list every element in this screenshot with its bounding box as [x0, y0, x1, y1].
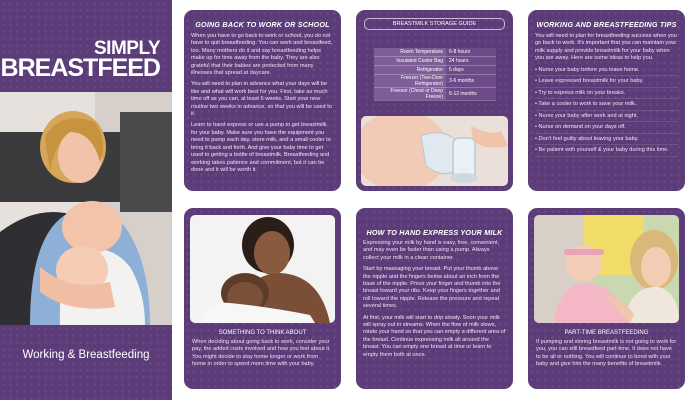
- hand-express-title: HOW TO HAND EXPRESS YOUR MILK: [366, 228, 503, 237]
- table-row: [374, 57, 496, 66]
- cover-photo-mother-nursing: [0, 92, 172, 325]
- tips-title: WORKING AND BREASTFEEDING TIPS: [536, 20, 677, 29]
- think-about-title: SOMETHING TO THINK ABOUT: [218, 330, 307, 336]
- list-item: • Take a cooler to work to save your milk.: [535, 99, 678, 111]
- list-item: • Be patient with yourself & your baby during this time.: [535, 145, 678, 157]
- part-time-title: PART-TIME BREASTFEEDING: [564, 330, 649, 336]
- breast-pump-photo: [361, 116, 508, 186]
- storage-location: Refrigerator: [374, 66, 446, 75]
- list-item: • Leave expressed breastmilk for your baby.: [535, 76, 678, 88]
- card-think-about: [184, 208, 341, 389]
- cover-footer: [0, 325, 172, 400]
- cover-subtitle: Working & Breastfeeding: [22, 349, 150, 361]
- brand-logo-breastfeed: BREASTFEED: [0, 54, 160, 82]
- storage-duration: 5 days: [446, 66, 496, 75]
- cover-panel: [0, 0, 172, 400]
- storage-duration: 24 hours: [446, 57, 496, 66]
- list-item: • Nurse on demand on your days off.: [535, 122, 678, 134]
- list-item: • Don't feel guilty about leaving your baby.: [535, 134, 678, 146]
- brand-logo-simply: SIMPLY: [94, 38, 160, 59]
- back-to-work-paragraph: When you have to go back to work or school, you do not have to quit breastfeeding. You can work and breastfeed, too. Many mothers do it and say breastfeeding helps make up for time away from the baby. They are also grateful that their babies are protected from many illnesses that spread at daycare.: [191, 33, 333, 77]
- card-part-time: [528, 208, 685, 389]
- storage-duration: 6-12 months: [446, 87, 496, 100]
- part-time-text: If pumping and storing breastmilk is not going to work for you, you can still breastfeed part-time. It does not have to be all or nothing. You will continue to bond with your baby and give him the many benefits of breastmilk.: [536, 339, 677, 368]
- list-item: • Nurse your baby after work and at night.: [535, 111, 678, 123]
- tips-intro: You will need to plan for breastfeeding success when you go back to work. It's important that you can maintain your milk supply and provide breastmilk for your baby when you are away. Here are some ideas to help you.: [535, 33, 677, 62]
- back-to-work-title: GOING BACK TO WORK OR SCHOOL: [195, 20, 330, 29]
- storage-location: Freezer (Chest or Deep Freeze): [374, 87, 446, 100]
- table-row: [374, 48, 496, 57]
- card-working-tips: [528, 10, 685, 191]
- hand-express-paragraph: Expressing your milk by hand is easy, free, convenient, and may even be faster than using a pump. Always collect your milk in a clean container.: [363, 240, 500, 261]
- cover-header: [0, 0, 172, 92]
- storage-table: [374, 48, 496, 101]
- mother-baby-smiling-photo: [534, 215, 679, 323]
- storage-location: Room Temperature: [374, 48, 446, 57]
- think-about-text: When deciding about going back to work, consider your pay, the added costs involved and how you feel about it. You might decide to stay home longer or work from home in order to spend more time with your baby.: [192, 339, 331, 368]
- card-back-to-work: [184, 10, 341, 191]
- part-time-box: [536, 330, 677, 373]
- table-row: [374, 87, 496, 100]
- back-to-work-paragraph: You will need to plan in advance what your days will be like and what will work best for you. First, take as much time off as you can, at least 6 weeks. Start your new routine two weeks in advance, so that you will be used to it.: [191, 81, 332, 118]
- storage-location: Freezer (Two-Door Refrigerator): [374, 74, 446, 87]
- back-to-work-paragraph: Learn to hand express or use a pump to get breastmilk for your baby. Make sure you have the equipment you need to pump each day, store milk, and a small cooler to bring it back and forth. And give your baby time to get used to getting a bottle of breastmilk. Breastfeeding and working takes patience and commitment, but it can be done and it will be worth it.: [191, 122, 331, 173]
- storage-duration: 3-6 months: [446, 74, 496, 87]
- card-storage-guide: [356, 10, 513, 191]
- table-row: [374, 74, 496, 87]
- hand-express-paragraph: At first, your milk will start to drip slowly. Soon your milk will spray out in streams. When the flow of milk slows, rotate your hand so that you can empty a different area of the breast. Continue expressing milk all around the breast. You can empty one breast at time or learn to empty them both at once.: [363, 314, 506, 358]
- hand-express-paragraph: Start by massaging your breast. Put your thumb above the nipple and the fingers below about an inch from the base of the nipple. Press your finger and thumb into the breast toward your ribs. Keep your fingers together and roll toward the nipple. Release the pressure and repeat several times.: [363, 266, 501, 310]
- card-hand-express: [356, 208, 513, 389]
- list-item: • Try to express milk on your breaks.: [535, 88, 678, 100]
- list-item: • Nurse your baby before you leave home.: [535, 65, 678, 77]
- think-about-box: [192, 330, 333, 373]
- table-row: [374, 66, 496, 75]
- tips-list: [535, 65, 678, 157]
- mother-baby-photo: [190, 215, 335, 323]
- storage-guide-title: BREASTMILK STORAGE GUIDE: [364, 18, 505, 30]
- storage-location: Insulated Cooler Bag: [374, 57, 446, 66]
- storage-duration: 6-8 hours: [446, 48, 496, 57]
